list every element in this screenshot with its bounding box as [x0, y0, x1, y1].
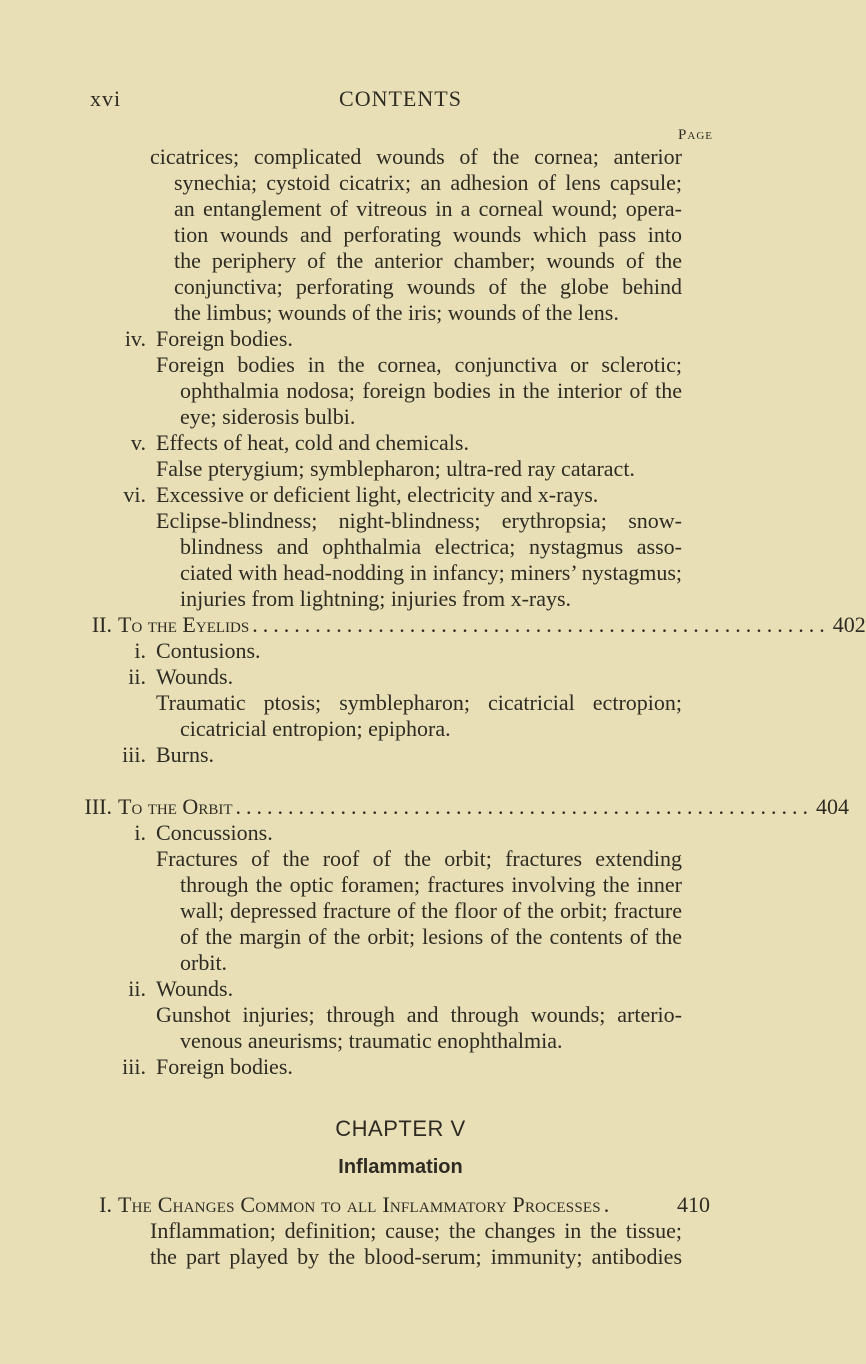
- section-number: II.: [91, 612, 112, 637]
- section-number: III.: [84, 794, 112, 819]
- text-line: Fractures of the roof of the orbit; fractures extending: [156, 846, 682, 871]
- dot-leader: .......................................................: [235, 794, 813, 819]
- chapter-subtitle: Inflammation: [338, 1156, 463, 1178]
- item-heading: Excessive or deficient light, electricity and x-rays.: [156, 482, 599, 507]
- text-line: venous aneurisms; traumatic enophthalmia.: [180, 1028, 563, 1053]
- text-line: cicatricial entropion; epiphora.: [180, 716, 451, 741]
- item-burns: [156, 742, 682, 768]
- item-number: ii.: [128, 976, 146, 1001]
- item-number: vi.: [123, 482, 146, 507]
- item-number: i.: [134, 638, 146, 663]
- text-line: blindness and ophthalmia electrica; nystagmus asso-: [180, 534, 682, 559]
- item-heading: Concussions.: [156, 820, 273, 845]
- toc-entry-inflammatory-processes[interactable]: [118, 1192, 710, 1218]
- item-vi: [156, 482, 682, 612]
- text-line: ciated with head-nodding in infancy; miners’ nystagmus;: [180, 560, 682, 585]
- text-line: injuries from lightning; injuries from x-rays.: [180, 586, 572, 611]
- text-line: conjunctiva; perforating wounds of the globe behind: [174, 274, 682, 299]
- text-line: tion wounds and perforating wounds which pass into: [174, 222, 682, 247]
- text-line: Gunshot injuries; through and through wounds; arterio-: [156, 1002, 682, 1027]
- text-line: cicatrices; complicated wounds of the cornea; anterior: [150, 144, 682, 169]
- item-number: v.: [130, 430, 146, 455]
- text-line: Traumatic ptosis; symblepharon; cicatricial ectropion;: [156, 690, 682, 715]
- text-line: an entanglement of vitreous in a corneal wound; opera-: [174, 196, 682, 221]
- item-heading: Foreign bodies.: [156, 1054, 293, 1079]
- text-line: Inflammation; definition; cause; the changes in the tissue;: [150, 1218, 682, 1243]
- item-wounds: [156, 664, 682, 742]
- toc-title: The Changes Common to all Inflammatory Processes: [118, 1192, 601, 1217]
- toc-entry-orbit[interactable]: [118, 794, 849, 820]
- toc-page-number: 410: [677, 1192, 710, 1217]
- item-heading: Burns.: [156, 742, 215, 767]
- toc-title: To the Orbit: [118, 794, 233, 819]
- text-line: through the optic foramen; fractures involving the inner: [180, 872, 682, 897]
- toc-title: To the Eyelids: [118, 612, 250, 637]
- item-number: iii.: [122, 742, 146, 767]
- item-heading: Effects of heat, cold and chemicals.: [156, 430, 469, 455]
- toc-page-number: 404: [815, 794, 849, 819]
- toc-page-number: 402: [832, 612, 866, 637]
- item-number: iii.: [122, 1054, 146, 1079]
- item-orbit-foreign-bodies: [156, 1054, 682, 1080]
- text-line: synechia; cystoid cicatrix; an adhesion of lens capsule;: [174, 170, 682, 195]
- text-line: the periphery of the anterior chamber; wounds of the: [174, 248, 682, 273]
- text-line: ophthalmia nodosa; foreign bodies in the interior of the: [180, 378, 682, 403]
- item-orbit-wounds: [156, 976, 682, 1054]
- item-number: ii.: [128, 664, 146, 689]
- item-v: [156, 430, 682, 482]
- text-line: of the margin of the orbit; lesions of the contents of the: [180, 924, 682, 949]
- item-contusions: [156, 638, 682, 664]
- continuation-block: [150, 144, 682, 326]
- text-line: Eclipse-blindness; night-blindness; erythropsia; snow-: [156, 508, 682, 533]
- item-number: i.: [134, 820, 146, 845]
- item-number: iv.: [124, 326, 146, 351]
- text-line: the limbus; wounds of the iris; wounds of the lens.: [174, 300, 619, 325]
- text-line: eye; siderosis bulbi.: [180, 404, 356, 429]
- chapter-heading: CHAPTER V: [335, 1116, 466, 1141]
- item-iv: [156, 326, 682, 430]
- item-heading: Contusions.: [156, 638, 261, 663]
- section-number: I.: [99, 1192, 112, 1217]
- item-concussions: [156, 820, 682, 976]
- item-heading: Wounds.: [156, 976, 234, 1001]
- toc-entry-eyelids[interactable]: [118, 612, 866, 638]
- text-line: orbit.: [180, 950, 228, 975]
- item-heading: Wounds.: [156, 664, 234, 689]
- text-line: False pterygium; symblepharon; ultra-red ray cataract.: [156, 456, 635, 481]
- dot-leader: .......................................................: [252, 612, 830, 637]
- text-line: Foreign bodies in the cornea, conjunctiva or sclerotic;: [156, 352, 682, 377]
- dot-leader: .: [603, 1192, 610, 1217]
- section-I-description: [150, 1218, 682, 1270]
- page-header-title: CONTENTS: [339, 86, 462, 111]
- page-number: xvi: [90, 86, 122, 111]
- page-column-label: Page: [678, 127, 713, 143]
- text-line: the part played by the blood-serum; immunity; antibodies: [150, 1244, 682, 1269]
- item-heading: Foreign bodies.: [156, 326, 293, 351]
- text-line: wall; depressed fracture of the floor of the orbit; fracture: [180, 898, 682, 923]
